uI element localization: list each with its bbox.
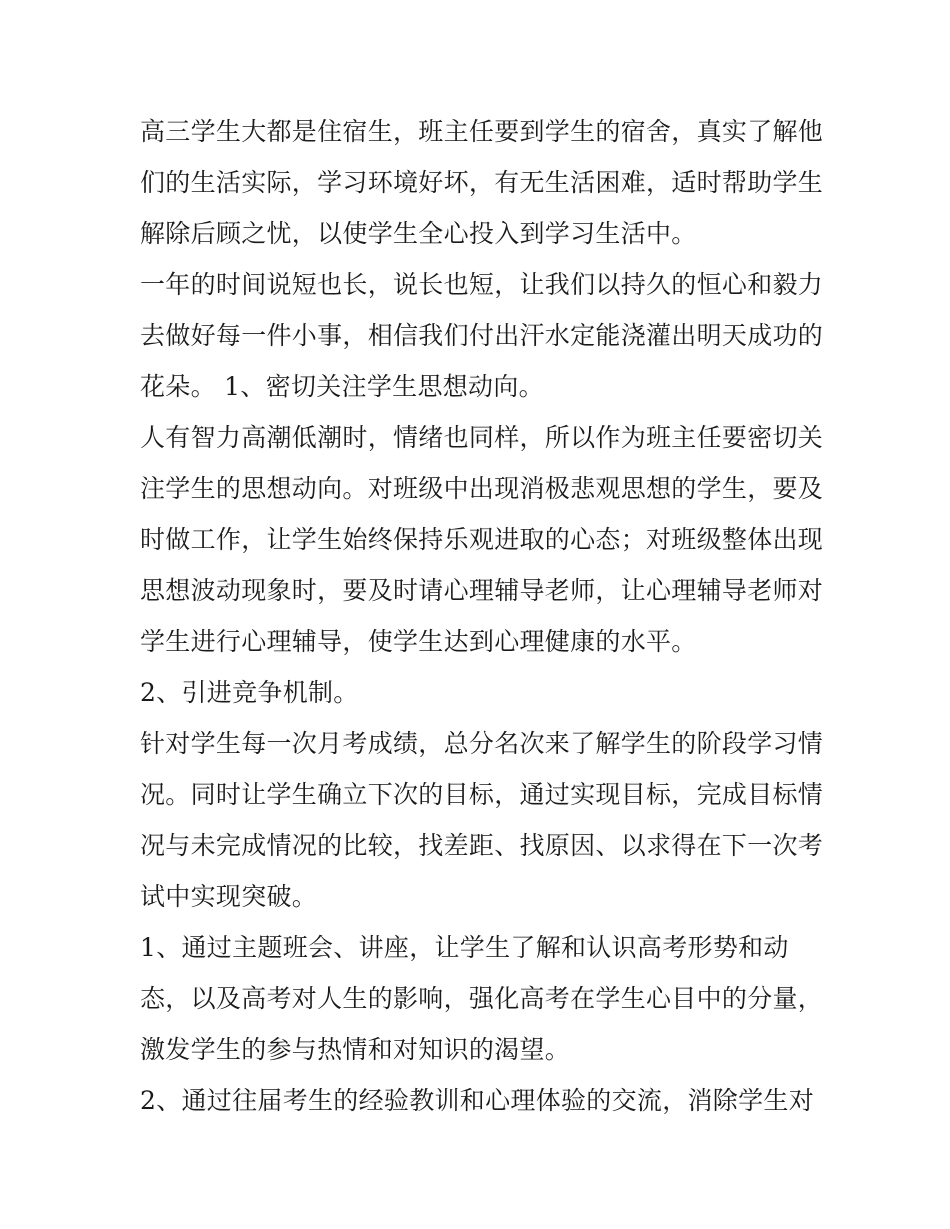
text-line-13: 针对学生每一次月考成绩，总分名次来了解学生的阶段学习情 [140, 729, 824, 758]
text-line-10: 思想波动现象时，要及时请心理辅导老师，让心理辅导老师对 [140, 576, 824, 605]
text-line-9: 时做工作，让学生始终保持乐观进取的心态；对班级整体出现 [140, 525, 824, 554]
text-line-19: 激发学生的参与热情和对知识的渴望。 [140, 1035, 571, 1064]
text-line-8: 注学生的思想动向。对班级中出现消极悲观思想的学生，要及 [140, 474, 824, 503]
text-line-7: 人有智力高潮低潮时，情绪也同样，所以作为班主任要密切关 [140, 423, 824, 452]
text-line-2: 们的生活实际，学习环境好坏，有无生活困难，适时帮助学生 [140, 168, 824, 197]
text-line-3: 解除后顾之忧，以使学生全心投入到学习生活中。 [140, 219, 697, 248]
text-line-11: 学生进行心理辅导，使学生达到心理健康的水平。 [140, 627, 697, 656]
text-line-6: 花朵。 1、密切关注学生思想动向。 [140, 372, 544, 401]
text-line-20: 2、通过往届考生的经验教训和心理体验的交流，消除学生对 [140, 1086, 815, 1115]
text-line-16: 试中实现突破。 [140, 882, 318, 911]
text-line-14: 况。同时让学生确立下次的目标，通过实现目标，完成目标情 [140, 780, 824, 809]
text-line-1: 高三学生大都是住宿生，班主任要到学生的宿舍，真实了解他 [140, 117, 824, 146]
text-line-4: 一年的时间说短也长，说长也短，让我们以持久的恒心和毅力 [140, 270, 824, 299]
text-line-12: 2、引进竞争机制。 [140, 678, 359, 707]
text-line-15: 况与未完成情况的比较，找差距、找原因、以求得在下一次考 [140, 831, 824, 860]
text-line-5: 去做好每一件小事，相信我们付出汗水定能浇灌出明天成功的 [140, 321, 824, 350]
text-line-17: 1、通过主题班会、讲座，让学生了解和认识高考形势和动 [140, 933, 789, 962]
text-line-18: 态，以及高考对人生的影响，强化高考在学生心目中的分量， [140, 984, 824, 1013]
body-text [140, 106, 824, 1126]
